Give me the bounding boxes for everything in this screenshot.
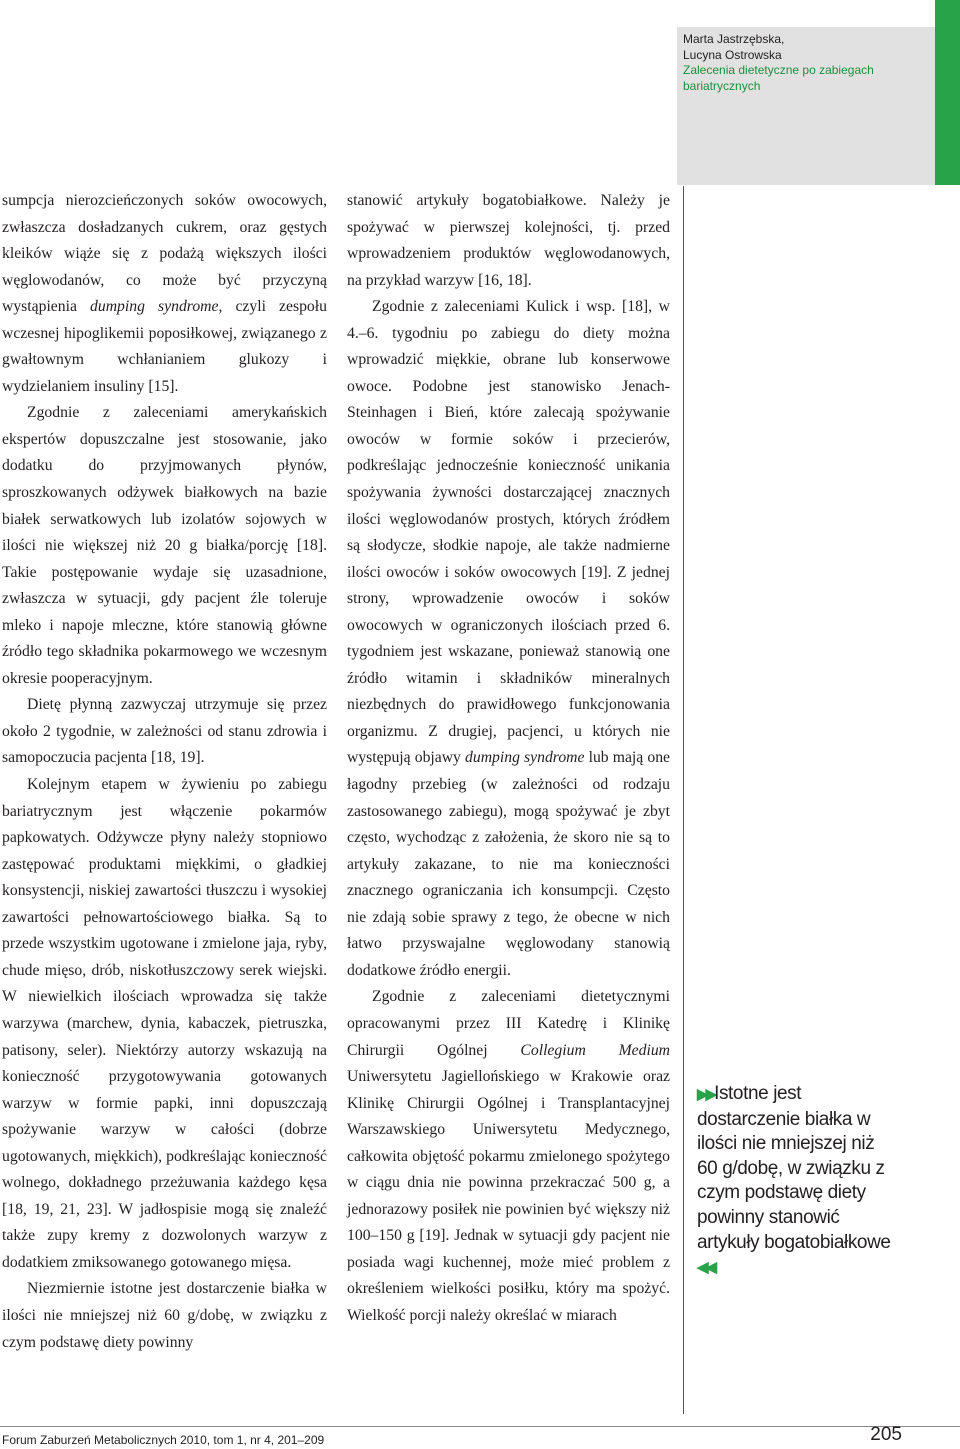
paragraph: Zgodnie z zaleceniami amerykańskich ekspertów dopuszczalne jest stosowanie, jako dodatku do przyjmowanych płynów, sproszkowanych odżywek białkowych na bazie białek serwatkowych lub izolatów sojowych w ilości nie większej niż 20 g białka/porcję [18]. Takie postępowanie wydaje się uzasadnione, zwłaszcza w sytuacji, gdy pacjent źle toleruje mleko i napoje mleczne, które stanowią główne źródło tego składnika pokarmowego we wczesnym okresie pooperacyjnym. — [2, 404, 327, 687]
double-arrow-left-icon: ◀◀ — [697, 1259, 715, 1277]
pull-quote-text: Istotne jest dostarczenie białka w ilości nie mniejszej niż 60 g/dobę, w związku z czym podstawę diety powinny stanowić artykuły bogatobiałkowe — [697, 1083, 891, 1253]
paragraph: Kolejnym etapem w żywieniu po zabiegu bariatrycznym jest włączenie pokarmów papkowatych. Odżywcze płyny należy stopniowo zastępować produktami miękkimi, o gładkiej konsystencji, niskiej zawartości tłuszczu i wysokiej zawartości pełnowartościowego białka. Są to przede wszystkim ugotowane i zmielone jaja, ryby, chude mięso, drób, niskotłuszczowy serek wiejski. W niewielkich ilościach wprowadza się także warzywa (marchew, dynia, kabaczek, pietruszka, patisony, seler). Niektórzy autorzy wskazują na konieczność przygotowywania gotowanych warzyw w formie papki, inni dopuszczają spożywanie warzyw w całości (dobrze ugotowanych, miękkich), podkreślając konieczność wolnego, dokładnego przeżuwania każdego kęsa [18, 19, 21, 23]. W jadłospisie mogą się znaleźć także zupy kremy z dozwolonych warzyw z dodatkiem zmiksowanego gotowanego mięsa. — [2, 776, 327, 1271]
paragraph: Dietę płynną zazwyczaj utrzymuje się przez około 2 tygodnie, w zależności od stanu zdrowia i samopoczucia pacjenta [18, 19]. — [2, 696, 327, 767]
page-number: 205 — [870, 1424, 902, 1445]
footer-divider — [0, 1426, 960, 1427]
header-author-1: Marta Jastrzębska, — [683, 32, 785, 46]
running-header — [683, 32, 928, 94]
header-title-line-2: bariatrycznych — [683, 78, 761, 93]
left-column — [2, 188, 327, 1356]
paragraph: Zgodnie z zaleceniami dietetycznymi opracowanymi przez III Katedrę i Klinikę Chirurgii Ogólnej Collegium Medium Uniwersytetu Jagiellońskiego w Krakowie oraz Klinikę Chirurgii Ogólnej i Transplantacyjnej Warszawskiego Uniwersytetu Medycznego, całkowita objętość pokarmu zmielonego spożytego w ciągu dnia nie powinna przekraczać 500 g, a jednorazowy posiłek nie powinien być większy niż 100–150 g [19]. Jednak w sytuacji gdy pacjent nie posiada wagi kuchennej, może mieć problem z określeniem wielkości posiłku, który ma spożyć. Wielkość porcji należy określać w miarach — [347, 988, 670, 1324]
middle-column — [347, 188, 670, 1330]
paragraph: sumpcja nierozcieńczonych soków owocowych, zwłaszcza dosładzanych cukrem, oraz gęstych kleików wiąże się z podażą większych ilości węglowodanów, co może być przyczyną wystąpienia dumping syndrome, czyli zespołu wczesnej hipoglikemii poposiłkowej, związanego z gwałtownym wchłanianiem glukozy i wydzielaniem insuliny [15]. — [2, 192, 327, 395]
double-arrow-right-icon: ▶▶ — [697, 1086, 715, 1103]
header-title-line-1: Zalecenia dietetyczne po zabiegach — [683, 63, 874, 77]
paragraph: Niezmiernie istotne jest dostarczenie białka w ilości nie mniejszej niż 60 g/dobę, w związku z czym podstawę diety powinny — [2, 1280, 327, 1351]
column-divider — [683, 186, 684, 1414]
paragraph: stanowić artykuły bogatobiałkowe. Należy je spożywać w pierwszej kolejności, tj. przed wprowadzeniem produktów węglowodanowych, na przykład warzyw [16, 18]. — [347, 192, 670, 289]
paragraph: Zgodnie z zaleceniami Kulick i wsp. [18], w 4.–6. tygodniu po zabiegu do diety można wprowadzić miękkie, obrane lub konserwowe owoce. Podobne jest stanowisko Jenach-Steinhagen i Bień, które zalecają spożywanie owoców w formie soków i przecierów, podkreślając jednocześnie konieczność unikania spożywania żywności dostarczającej znacznych ilości węglowodanów prostych, których źródłem są słodycze, słodkie napoje, ale także nadmierne ilości owoców i soków owocowych [19]. Z jednej strony, wprowadzenie owoców i soków owocowych w ograniczonych ilościach przed 6. tygodniem jest wskazane, ponieważ stanowią one źródło witamin i składników mineralnych niezbędnych do prawidłowego funkcjonowania organizmu. Z drugiej, pacjenci, u których nie występują objawy dumping syndrome lub mają one łagodny przebieg (w zależności od rodzaju zastosowanego zabiegu), mogą spożywać je zbyt często, wychodząc z założenia, że skoro nie są to artykuły zakazane, to nie ma konieczności znacznego ograniczania ich konsumpcji. Często nie zdają sobie sprawy z tego, że obecne w nich łatwo przyswajalne węglowodany stanowią dodatkowe źródło energii. — [347, 298, 670, 979]
pull-quote — [697, 1082, 897, 1281]
journal-citation: Forum Zaburzeń Metabolicznych 2010, tom 1, nr 4, 201–209 — [2, 1433, 325, 1447]
header-author-2: Lucyna Ostrowska — [683, 47, 782, 62]
header-accent-bar — [935, 0, 960, 185]
